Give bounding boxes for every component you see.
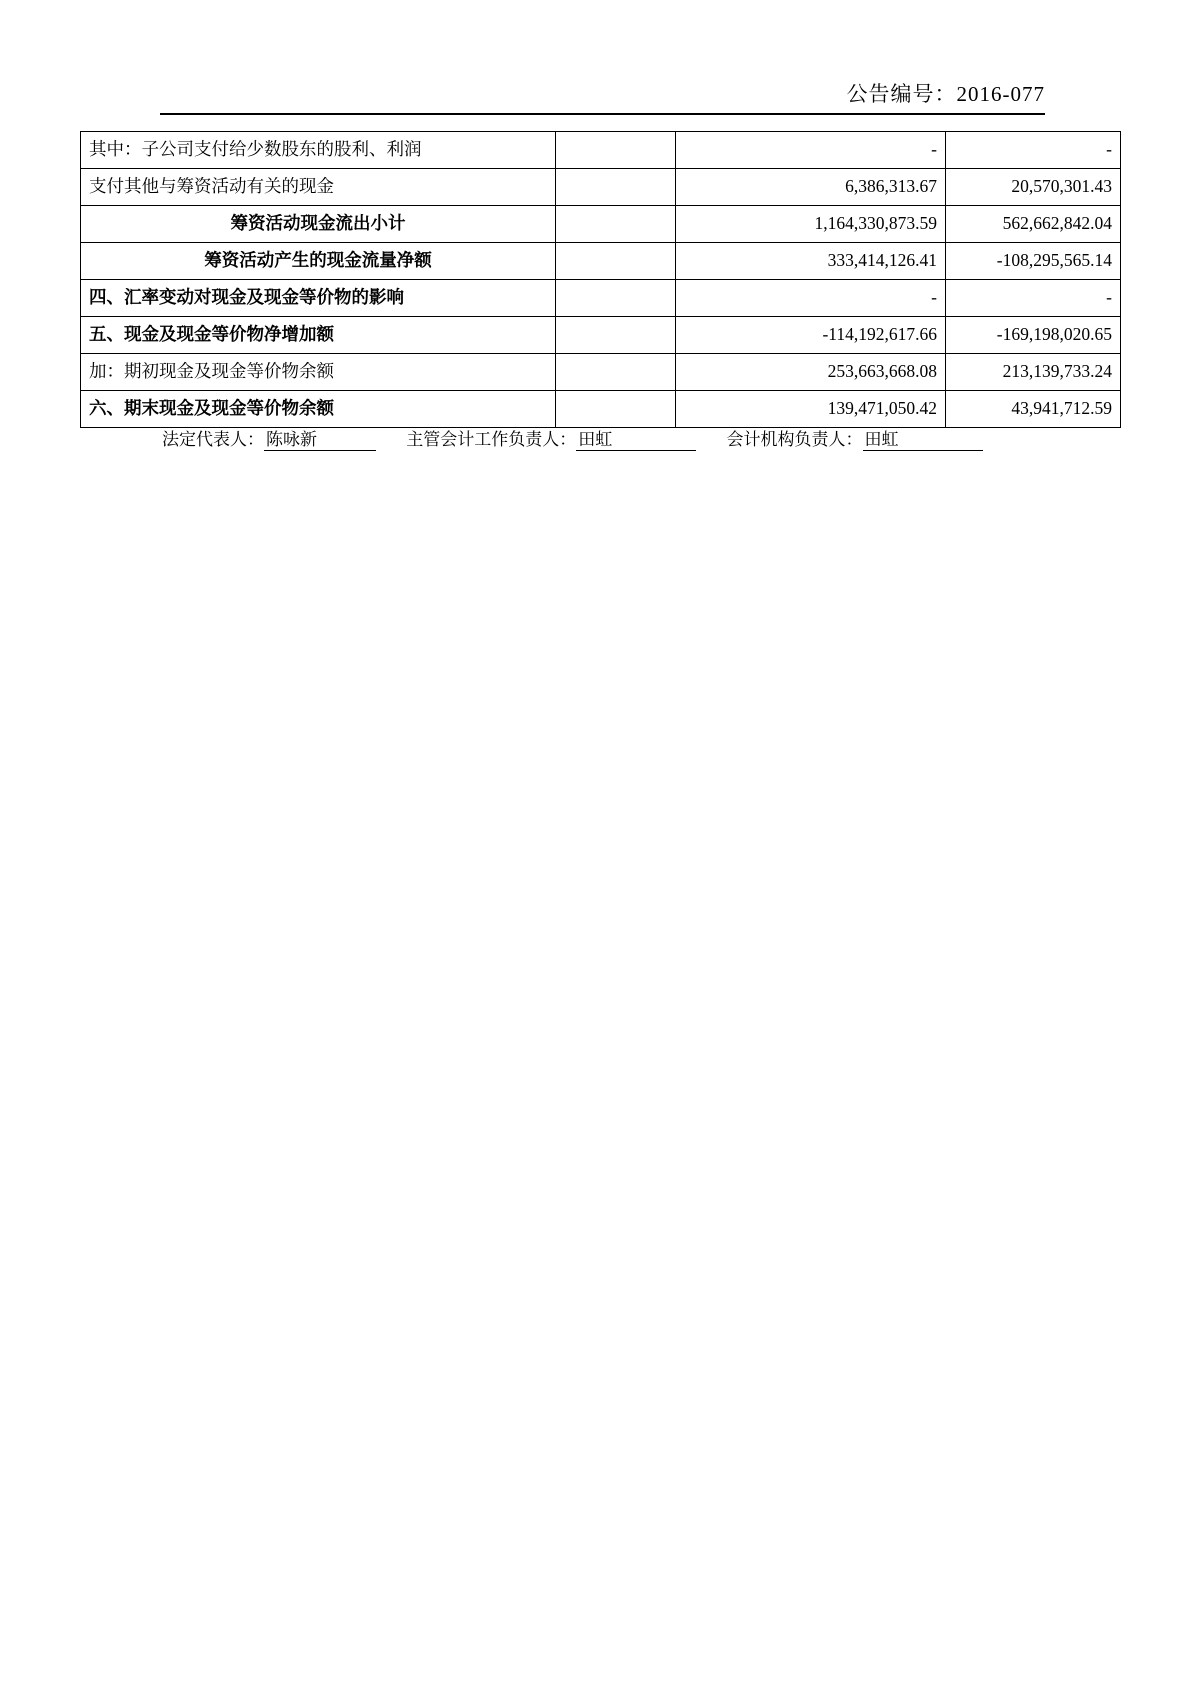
table-row bbox=[81, 317, 1121, 354]
row-note bbox=[556, 317, 676, 354]
announcement-number: 2016-077 bbox=[956, 82, 1045, 106]
table-row bbox=[81, 206, 1121, 243]
row-note bbox=[556, 391, 676, 428]
cash-flow-table bbox=[80, 131, 1121, 428]
row-value-current: - bbox=[676, 280, 946, 317]
signature-value: 陈咏新 bbox=[264, 425, 376, 451]
row-label: 四、汇率变动对现金及现金等价物的影响 bbox=[81, 280, 556, 317]
row-label: 五、现金及现金等价物净增加额 bbox=[81, 317, 556, 354]
table-row bbox=[81, 280, 1121, 317]
table-row bbox=[81, 354, 1121, 391]
row-note bbox=[556, 206, 676, 243]
announcement-header bbox=[160, 78, 1045, 108]
row-label: 其中：子公司支付给少数股东的股利、利润 bbox=[81, 132, 556, 169]
row-value-current: 139,471,050.42 bbox=[676, 391, 946, 428]
signature-value: 田虹 bbox=[863, 425, 983, 451]
row-note bbox=[556, 280, 676, 317]
row-value-prior: - bbox=[946, 132, 1121, 169]
row-label: 筹资活动现金流出小计 bbox=[81, 206, 556, 243]
row-label: 支付其他与筹资活动有关的现金 bbox=[81, 169, 556, 206]
row-value-current: 1,164,330,873.59 bbox=[676, 206, 946, 243]
row-value-prior: 20,570,301.43 bbox=[946, 169, 1121, 206]
signature-accounting-institution-head bbox=[727, 425, 983, 451]
signature-value: 田虹 bbox=[576, 425, 696, 451]
row-note bbox=[556, 169, 676, 206]
row-value-prior: -108,295,565.14 bbox=[946, 243, 1121, 280]
row-value-prior: 562,662,842.04 bbox=[946, 206, 1121, 243]
announcement-label: 公告编号： bbox=[846, 82, 957, 106]
row-label: 筹资活动产生的现金流量净额 bbox=[81, 243, 556, 280]
signature-row bbox=[80, 425, 1120, 451]
table-row bbox=[81, 391, 1121, 428]
row-value-prior: 43,941,712.59 bbox=[946, 391, 1121, 428]
row-value-prior: 213,139,733.24 bbox=[946, 354, 1121, 391]
signature-label: 法定代表人： bbox=[162, 430, 264, 449]
signature-label: 会计机构负责人： bbox=[726, 430, 863, 449]
signature-label: 主管会计工作负责人： bbox=[406, 430, 577, 449]
signature-accounting-head bbox=[406, 425, 696, 451]
row-note bbox=[556, 243, 676, 280]
row-value-current: 6,386,313.67 bbox=[676, 169, 946, 206]
row-value-current: 333,414,126.41 bbox=[676, 243, 946, 280]
cash-flow-table-body bbox=[81, 132, 1121, 428]
row-value-current: 253,663,668.08 bbox=[676, 354, 946, 391]
row-label: 六、期末现金及现金等价物余额 bbox=[81, 391, 556, 428]
row-value-prior: - bbox=[946, 280, 1121, 317]
header-divider bbox=[160, 113, 1045, 115]
signature-legal-representative bbox=[162, 425, 376, 451]
row-value-current: -114,192,617.66 bbox=[676, 317, 946, 354]
row-label: 加：期初现金及现金等价物余额 bbox=[81, 354, 556, 391]
row-value-current: - bbox=[676, 132, 946, 169]
cash-flow-table-container bbox=[80, 131, 1120, 428]
row-value-prior: -169,198,020.65 bbox=[946, 317, 1121, 354]
table-row bbox=[81, 132, 1121, 169]
row-note bbox=[556, 132, 676, 169]
row-note bbox=[556, 354, 676, 391]
table-row bbox=[81, 169, 1121, 206]
table-row bbox=[81, 243, 1121, 280]
